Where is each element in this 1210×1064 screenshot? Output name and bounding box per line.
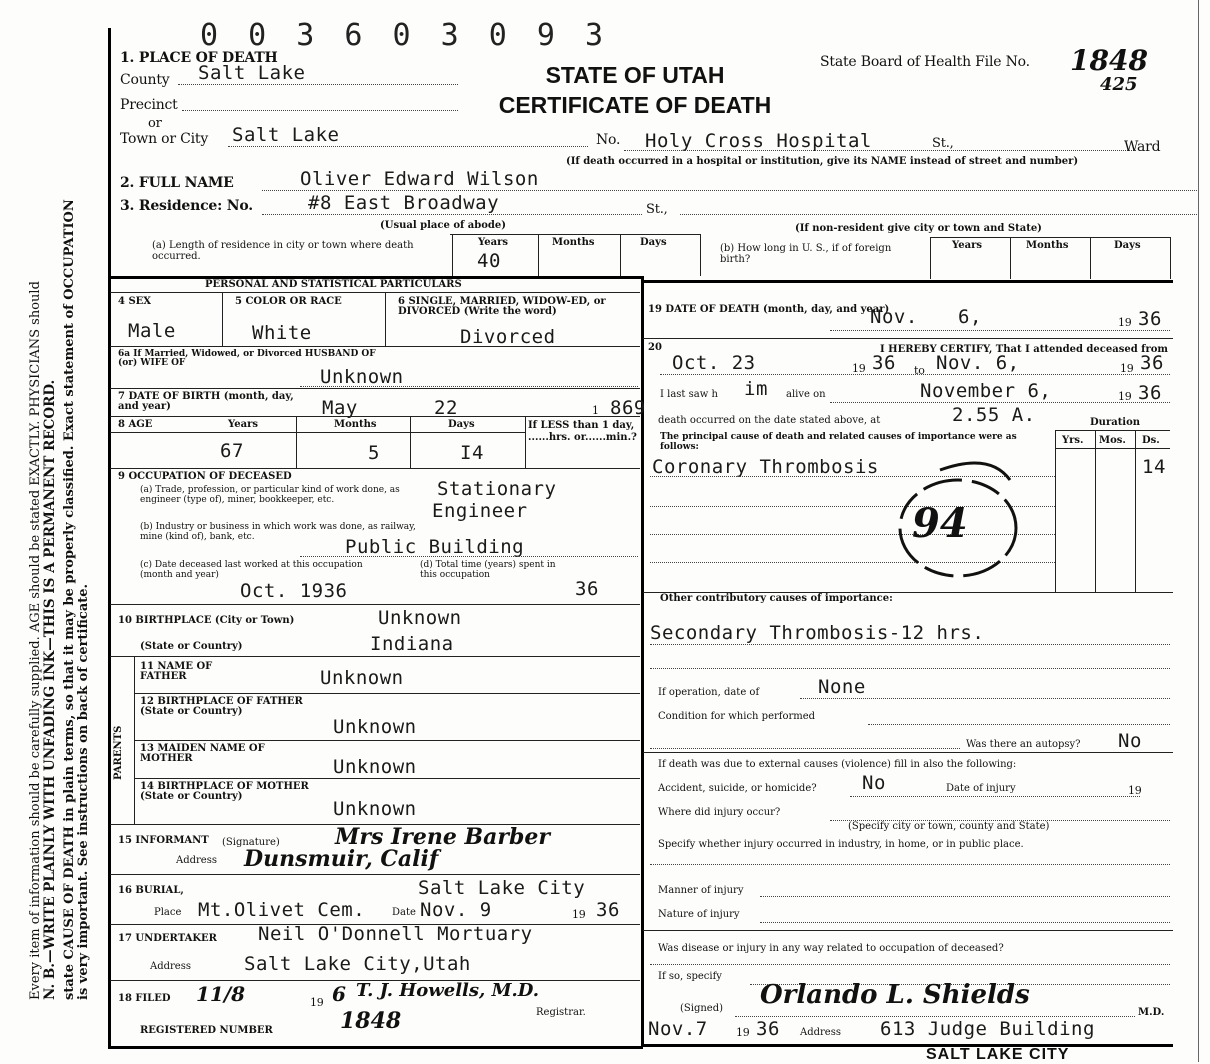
place-heading: 1. PLACE OF DEATH	[120, 50, 278, 66]
md-label: M.D.	[1138, 1007, 1165, 1018]
ds-label: Ds.	[1142, 435, 1160, 446]
us-months-header: Months	[1026, 240, 1069, 251]
manner-label: Manner of injury	[658, 885, 744, 896]
residence-value: #8 East Broadway	[308, 192, 500, 214]
attended-to: Nov. 6,	[936, 352, 1020, 374]
autopsy-label: Was there an autopsy?	[966, 739, 1081, 750]
physician-address-label: Address	[800, 1027, 841, 1038]
physician-address: 613 Judge Building	[880, 1018, 1095, 1040]
occupation-d-value: 36	[575, 578, 599, 600]
cause-of-death: Coronary Thrombosis	[652, 456, 879, 478]
injury-year-prefix: 19	[1128, 784, 1142, 797]
filed-date: 11/8	[196, 982, 246, 1006]
death-month: Nov.	[870, 306, 918, 328]
dob-year: 869	[610, 397, 646, 419]
undertaker-address: Salt Lake City,Utah	[244, 953, 471, 975]
father-birthplace-label: 12 BIRTHPLACE OF FATHER (State or Country)	[140, 696, 303, 717]
right-edge	[1198, 0, 1199, 1062]
occupation-d-label: (d) Total time (years) spent in this occupation	[420, 560, 556, 580]
spouse-value: Unknown	[320, 366, 404, 388]
usual-abode-note: (Usual place of abode)	[380, 220, 506, 231]
burial-date: Nov. 9	[420, 899, 492, 921]
filed-year: 6	[332, 982, 346, 1006]
father-value: Unknown	[320, 667, 404, 689]
marital-label: 6 SINGLE, MARRIED, WIDOW-ED, or DIVORCED (Write the word)	[398, 296, 606, 317]
county-label: County	[120, 72, 170, 88]
spouse-label: 6a If Married, Widowed, or Divorced HUSBAND OF (or) WIFE OF	[118, 349, 376, 368]
full-name-value: Oliver Edward Wilson	[300, 168, 539, 190]
mother-birthplace-label: 14 BIRTHPLACE OF MOTHER (State or Country)	[140, 781, 309, 802]
age-months-value: 5	[368, 442, 380, 464]
file-number-label: State Board of Health File No.	[820, 54, 1030, 70]
alive-on-label: alive on	[786, 389, 826, 400]
dob-year-prefix: 1	[592, 404, 599, 417]
death-year-prefix: 19	[1118, 316, 1132, 329]
physician-signature: Orlando L. Shields	[760, 980, 1030, 1010]
full-name-label: 2. FULL NAME	[120, 175, 234, 191]
state-title: STATE OF UTAH	[545, 62, 725, 88]
dob-label: 7 DATE OF BIRTH (month, day, and year)	[118, 391, 294, 412]
age-days-value: I4	[460, 442, 484, 464]
registrar-label: Registrar.	[536, 1007, 586, 1018]
st-label: St.,	[932, 136, 954, 151]
row-20-number: 20	[648, 342, 662, 353]
certificate-title: CERTIFICATE OF DEATH	[498, 92, 772, 118]
age-years-label: Years	[228, 419, 259, 430]
burial-label: 16 BURIAL,	[118, 885, 184, 896]
parents-side-label: PARENTS	[113, 725, 124, 780]
years-residence-value: 40	[477, 250, 501, 272]
informant-label: 15 INFORMANT	[118, 835, 209, 846]
town-label: Town or City	[120, 131, 209, 147]
birthplace-label: 10 BIRTHPLACE (City or Town)	[118, 615, 295, 626]
informant-address: Dunsmuir, Calif	[244, 846, 439, 872]
or-label: or	[148, 116, 162, 131]
burial-place-label: Place	[154, 907, 182, 918]
residence-label: 3. Residence: No.	[120, 198, 253, 214]
side-note-line3: state CAUSE OF DEATH in plain terms, so that it may be properly classified. Exact statement of OCCUPATION	[62, 199, 77, 1000]
dob-month: May	[322, 397, 358, 419]
death-date-label: 19 DATE OF DEATH (month, day, and year)	[648, 304, 890, 315]
mother-label: 13 MAIDEN NAME OF MOTHER	[140, 743, 265, 764]
attended-from-year-prefix: 19	[852, 362, 866, 375]
days-header: Days	[640, 237, 667, 248]
signed-date: Nov.7	[648, 1018, 708, 1040]
registrar-signature: T. J. Howells, M.D.	[356, 980, 539, 1001]
filed-year-prefix: 19	[310, 996, 324, 1009]
birthplace-city: Unknown	[378, 607, 462, 629]
county-value: Salt Lake	[198, 62, 306, 84]
death-time: 2.55 A.	[952, 404, 1036, 426]
burial-year-prefix: 19	[572, 908, 586, 921]
attended-from: Oct. 23	[672, 352, 756, 374]
sex-label: 4 SEX	[118, 296, 152, 307]
if-so-label: If so, specify	[658, 971, 722, 982]
cause-label: The principal cause of death and related causes of importance were as follows:	[660, 432, 1017, 452]
father-birthplace-value: Unknown	[333, 716, 417, 738]
side-note-line2: Every item of information should be carefully supplied. AGE should be stated EXACTLY. PHYSICIANS should	[28, 281, 43, 1000]
age-less-label: If LESS than 1 day, ......hrs. or......min.?	[528, 420, 637, 443]
injury-date-label: Date of injury	[946, 783, 1016, 794]
accident-label: Accident, suicide, or homicide?	[658, 783, 817, 794]
birthplace-state-label: (State or Country)	[140, 641, 243, 652]
disease-related-label: Was disease or injury in any way related to occupation of deceased?	[658, 943, 1004, 954]
file-number: 1848	[1070, 44, 1148, 77]
physician-city: SALT LAKE CITY	[926, 1046, 1070, 1063]
reg-number: 1848	[340, 1008, 402, 1034]
stamp-number: 94	[912, 500, 968, 547]
other-causes: Secondary Thrombosis-12 hrs.	[650, 622, 985, 644]
precinct-label: Precinct	[120, 97, 178, 113]
burial-date-label: Date	[392, 907, 416, 918]
side-note-line1: N. B.—WRITE PLAINLY WITH UNFADING INK—THIS IS A PERMANENT RECORD.	[42, 379, 58, 1000]
yrs-label: Yrs.	[1062, 435, 1084, 446]
personal-heading: PERSONAL AND STATISTICAL PARTICULARS	[205, 279, 462, 290]
burial-place: Mt.Olivet Cem.	[198, 899, 366, 921]
last-saw-label: I last saw h	[660, 389, 718, 400]
specify-location-label: (Specify city or town, county and State)	[848, 821, 1050, 832]
birthplace-state: Indiana	[370, 633, 454, 655]
undertaker-label: 17 UNDERTAKER	[118, 933, 217, 944]
autopsy-value: No	[1118, 730, 1142, 752]
occupation-a-label: (a) Trade, profession, or particular kind of work done, as engineer (type of), miner, bookkeeper, etc.	[140, 485, 400, 505]
sex-value: Male	[128, 320, 176, 342]
industry-label: Specify whether injury occurred in industry, in home, or in public place.	[658, 839, 1024, 850]
undertaker-address-label: Address	[150, 961, 191, 972]
operation-label: If operation, date of	[658, 687, 760, 698]
informant-signature: Mrs Irene Barber	[335, 824, 550, 850]
external-label: If death was due to external causes (violence) fill in also the following:	[658, 759, 1017, 770]
town-value: Salt Lake	[232, 124, 340, 146]
occupation-b-label: (b) Industry or business in which work was done, as railway, mine (kind of), bank, etc.	[140, 522, 416, 542]
alive-on: November 6,	[920, 380, 1052, 402]
duration-label: Duration	[1090, 417, 1141, 428]
last-saw-him: im	[744, 378, 768, 400]
side-note-line4: is very important. See instructions on back of certificate.	[76, 583, 91, 1000]
attended-to-year: 36	[1140, 352, 1164, 374]
undertaker-name: Neil O'Donnell Mortuary	[258, 923, 533, 945]
age-label: 8 AGE	[118, 419, 153, 430]
burial-year: 36	[596, 899, 620, 921]
filed-label: 18 FILED	[118, 993, 171, 1004]
color-label: 5 COLOR OR RACE	[235, 296, 342, 307]
us-days-header: Days	[1114, 240, 1141, 251]
residence-st-label: St.,	[646, 202, 668, 217]
attended-from-year: 36	[872, 352, 896, 374]
non-resident-note: (If non-resident give city or town and State)	[795, 223, 1042, 234]
death-day: 6,	[958, 306, 982, 328]
occupation-b-value: Public Building	[345, 536, 525, 558]
ward-label: Ward	[1124, 139, 1161, 155]
us-years-header: Years	[952, 240, 983, 251]
operation-value: None	[818, 676, 866, 698]
reg-number-label: REGISTERED NUMBER	[140, 1025, 273, 1036]
mother-birthplace-value: Unknown	[333, 798, 417, 820]
age-months-label: Months	[334, 419, 377, 430]
occupation-c-label: (c) Date deceased last worked at this occupation (month and year)	[140, 560, 363, 580]
file-number-sub: 425	[1100, 74, 1138, 95]
alive-year: 36	[1138, 382, 1162, 404]
signed-year-prefix: 19	[736, 1026, 750, 1039]
color-value: White	[252, 322, 312, 344]
length-residence-label: (a) Length of residence in city or town where death occurred.	[152, 240, 414, 262]
informant-address-label: Address	[176, 855, 217, 866]
age-years-value: 67	[220, 440, 244, 462]
informant-signature-label: (Signature)	[222, 837, 280, 848]
father-label: 11 NAME OF FATHER	[140, 661, 213, 682]
signed-year: 36	[756, 1018, 780, 1040]
us-residence-label: (b) How long in U. S., if of foreign birth?	[720, 243, 892, 265]
mother-value: Unknown	[333, 756, 417, 778]
occupation-a-value-2: Engineer	[432, 500, 528, 522]
death-year: 36	[1138, 308, 1162, 330]
attended-to-year-prefix: 19	[1120, 362, 1134, 375]
condition-label: Condition for which performed	[658, 711, 816, 722]
years-header: Years	[478, 237, 509, 248]
alive-year-prefix: 19	[1118, 390, 1132, 403]
burial-city: Salt Lake City	[418, 877, 586, 899]
age-days-label: Days	[448, 419, 475, 430]
accident-value: No	[862, 772, 886, 794]
mos-label: Mos.	[1099, 435, 1126, 446]
other-causes-label: Other contributory causes of importance:	[660, 593, 893, 604]
to-label: to	[914, 364, 925, 377]
cause-duration-days: 14	[1142, 456, 1166, 478]
occupation-heading: 9 OCCUPATION OF DECEASED	[118, 471, 292, 482]
death-occurred-label: death occurred on the date stated above, at	[658, 415, 881, 426]
occupation-c-value: Oct. 1936	[240, 580, 348, 602]
hospital-value: Holy Cross Hospital	[645, 130, 872, 152]
dob-day: 22	[434, 397, 458, 419]
marital-value: Divorced	[460, 326, 556, 348]
nature-label: Nature of injury	[658, 909, 740, 920]
months-header: Months	[552, 237, 595, 248]
hospital-note: (If death occurred in a hospital or institution, give its NAME instead of street and number)	[566, 156, 1079, 167]
certify-label: I HEREBY CERTIFY, That I attended deceased from	[880, 344, 1169, 355]
left-border	[108, 28, 111, 1048]
certificate-number: 0 0 3 6 0 3 0 9 3	[200, 18, 610, 53]
occupation-a-value-1: Stationary	[437, 478, 557, 500]
street-no-label: No.	[596, 132, 621, 148]
where-injury-label: Where did injury occur?	[658, 807, 781, 818]
signed-label: (Signed)	[680, 1003, 724, 1014]
